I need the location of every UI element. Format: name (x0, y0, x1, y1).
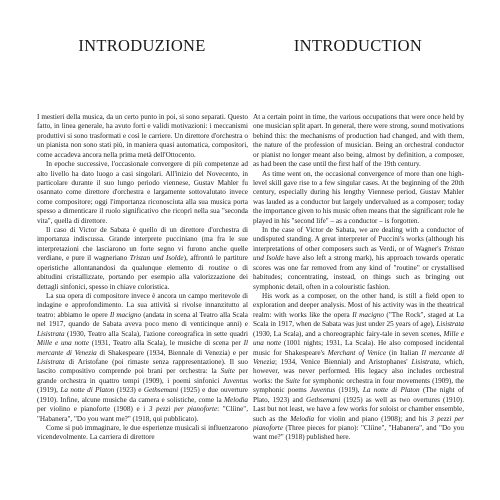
italic-title: Tristan und Isolde (253, 244, 464, 263)
text-run: In the case of Victor de Sabata, we are dealing with a conductor of undisputed standing. A great interpreter of Puccini's works (although his interpretations of other composers such as Verdi, or of Wagner's (253, 226, 464, 253)
italic-title: Juventus (222, 376, 248, 385)
italic-title: Il macigno (109, 310, 142, 319)
italic-title: Melodia (290, 414, 315, 423)
text-paragraph (253, 113, 464, 170)
italic-title: Mille e una notte (37, 339, 89, 348)
italic-title: Lisistrata (411, 357, 440, 366)
text-run: (1919), (37, 386, 61, 395)
italic-title: Gethsemani (306, 395, 341, 404)
text-run: per violino e pianoforte (1908) e i (37, 405, 149, 414)
text-run: His work as a composer, on the other hand, is still a field open to exploration and deeper analysis. Most of his activity was in the theatrical realm: with works like the opera (253, 292, 464, 319)
text-run: for violin and piano (1908); and his (314, 414, 431, 423)
text-run: per grande orchestra in quattro tempi (1909), i poemi sinfonici (37, 367, 248, 385)
italic-title: Il macigno (352, 310, 384, 319)
text-run: I mestieri della musica, da un certo punto in poi, si sono separati. Questo fatto, in linea generale, ha avuto forti e validi motivazioni: i meccanismi produttivi si sono trasformati e così le carriere. Un direttore d'orchestra o un pianista non sono stati più, in maniera quasi automatica, compositori, come accadeva ancora nella prima metà dell'Ottocento. (37, 113, 248, 159)
text-run: (1930, La Scala), and a choreographic fairy-tale in seven scenes, (253, 329, 444, 338)
text-paragraph (253, 292, 464, 443)
text-run: (1925) as well as two overtures (1910). Last but not least, we have a few works for soloist or chamber ensemble, such as the (253, 395, 464, 423)
text-run: Il caso di Victor de Sabata è quello di un direttore d'orchestra di importanza indiscussa. Grande interprete pucciniano (ma fra le sue interpretazioni che lasciarono un forte segno vi furono anche quelle verdiane, e pure il wagneriano (37, 226, 248, 263)
english-text-column (253, 113, 464, 498)
text-run: (Three pieces for piano): "Clíine", "Habanera", and "Do you want me?" (1918) published here. (253, 423, 464, 442)
text-run: for symphonic orchestra in four movements (1909), the symphonic poems (253, 376, 464, 395)
text-paragraph (37, 113, 248, 160)
text-run: La sua opera di compositore invece è ancora un campo meritevole di indagine e approfondimento. La sua attività si rivolse innanzitutto al teatro: abbiamo le opere (37, 292, 248, 319)
text-run: Come si può immaginare, le due esperienze musicali si influenzarono vicendevolmente. La carriera di direttore (37, 423, 248, 442)
text-run: di Aristofane (poi rimaste senza rappresentazione). Il suo lascito compositivo comprende poi brani per orchestra: la (37, 357, 248, 376)
text-run: di Shakespeare (1934, Biennale di Venezia) e per (96, 348, 248, 357)
heading-english: INTRODUCTION (293, 36, 423, 55)
text-run: (1001 nights; 1931, La Scala). He also composed incidental music for Shakespeare's (253, 339, 464, 357)
text-run: (1931, Teatro alla Scala), le musiche di scena per (88, 339, 244, 348)
heading-italian: INTRODUZIONE (78, 36, 206, 55)
text-run: (in Italian (385, 348, 422, 357)
text-run: ("The Rock", staged at La Scala in 1917, when de Sabata was just under 25 years of age), (253, 310, 464, 329)
text-run: , which, however, was never performed. His legacy also includes orchestral works: the (253, 357, 464, 385)
text-run: ), affrontò le partiture operistiche allontanandosi da qualunque elemento di (37, 254, 248, 272)
italic-title: Melodia (224, 395, 248, 404)
italic-title: Gethsemani (143, 386, 179, 395)
text-paragraph (37, 226, 248, 292)
italic-title: Suite (220, 367, 235, 376)
italic-title: Merchant of Venice (327, 348, 386, 357)
text-run: (andata in scena al Teatro alla Scala nel 1917, quando de Sabata aveva poco meno di venticinque anni) e (37, 310, 248, 329)
italic-title: La notte di Platon (60, 386, 115, 395)
italic-title: Lisistrata (436, 320, 464, 329)
italic-title: La notte di Platon (362, 386, 420, 395)
italic-title: Tristan und Isolde (129, 254, 184, 263)
text-paragraph (253, 170, 464, 227)
italic-title: routine (208, 263, 230, 272)
italic-title: 3 pezzi per pianoforte (148, 405, 218, 414)
italic-title: Juventus (310, 386, 336, 395)
text-paragraph (37, 424, 248, 443)
italic-title: 3 pezzi per pianoforte (253, 414, 464, 432)
text-run: (1923) e (114, 386, 144, 395)
text-run: (1930, Teatro alla Scala), l'azione coreografica in sette quadri (64, 329, 248, 338)
text-run: : "Clíine", "Habanera", "Do you want me?" (1918, qui pubblicato). (37, 405, 248, 423)
text-run: (1925) e due ouverture (1910). Infine, alcune musiche da camera e solistiche, come la (37, 386, 248, 404)
italic-title: Il mercante di Venezia (253, 348, 464, 366)
text-run: At a certain point in time, the various occupations that were once held by one musician split apart. In general, there were strong, sound motivations behind this: the mechanisms of production had changed, and with them, the nature of the profession of musician. Being an orchestral conductor or pianist no longer meant also being, almost by definition, a composer, as had been the case until the first half of the 19th century. (253, 113, 464, 169)
italian-text-column (37, 113, 248, 498)
text-run: As time went on, the occasional convergence of more than one high-level skill gave rise to a few singular cases. At the beginning of the 20th century, especially during his lengthy Viennese period, Gustav Mahler was lauded as a conductor but largely undervalued as a composer; today the importance given to his music often means that the significant role he played in his "second life" – as a conductor – is forgotten. (253, 169, 464, 225)
italic-title: Lisistrata (37, 329, 65, 338)
text-paragraph (253, 226, 464, 292)
text-paragraph (37, 160, 248, 226)
text-run: have also left a strong mark), his approach towards operatic scores was one far removed from any kind of "routine" or crystallised habitudes; concentrating, instead, on things such as bringing out symphonic detail, often in a colouristic fashion. (253, 254, 464, 291)
text-run: (The night of Plato, 1923) and (253, 386, 464, 404)
text-paragraph (37, 292, 248, 424)
text-run: o di abitudini cristallizzate, portando per esempio alla valorizzazione dei dettagli sinfonici, spesso in chiave coloristica. (37, 263, 248, 291)
italic-title: Mille e una notte (253, 329, 464, 348)
italic-title: Lisistrata (37, 357, 65, 366)
italic-title: Il mercante di Venezia (37, 339, 248, 357)
text-run: In epoche successive, l'occasionale convergere di più competenze ad alto livello ha dato luogo a casi singolari. All'inizio del Novecento, in particolare durante il suo lungo periodo viennese, Gustav Mahler fu osannato come direttore d'orchestra e largamente sottovalutato invece come compositore; oggi l'importanza riconosciuta alla sua musica porta spesso a dimenticare il ruolo significativo che ricoprì nella sua "seconda vita", quella di direttore. (37, 160, 248, 225)
text-run: ; 1934, Venice Biennial) and Aristophanes' (274, 357, 412, 366)
italic-title: Suite (285, 376, 301, 385)
text-run: (1919), (335, 386, 363, 395)
